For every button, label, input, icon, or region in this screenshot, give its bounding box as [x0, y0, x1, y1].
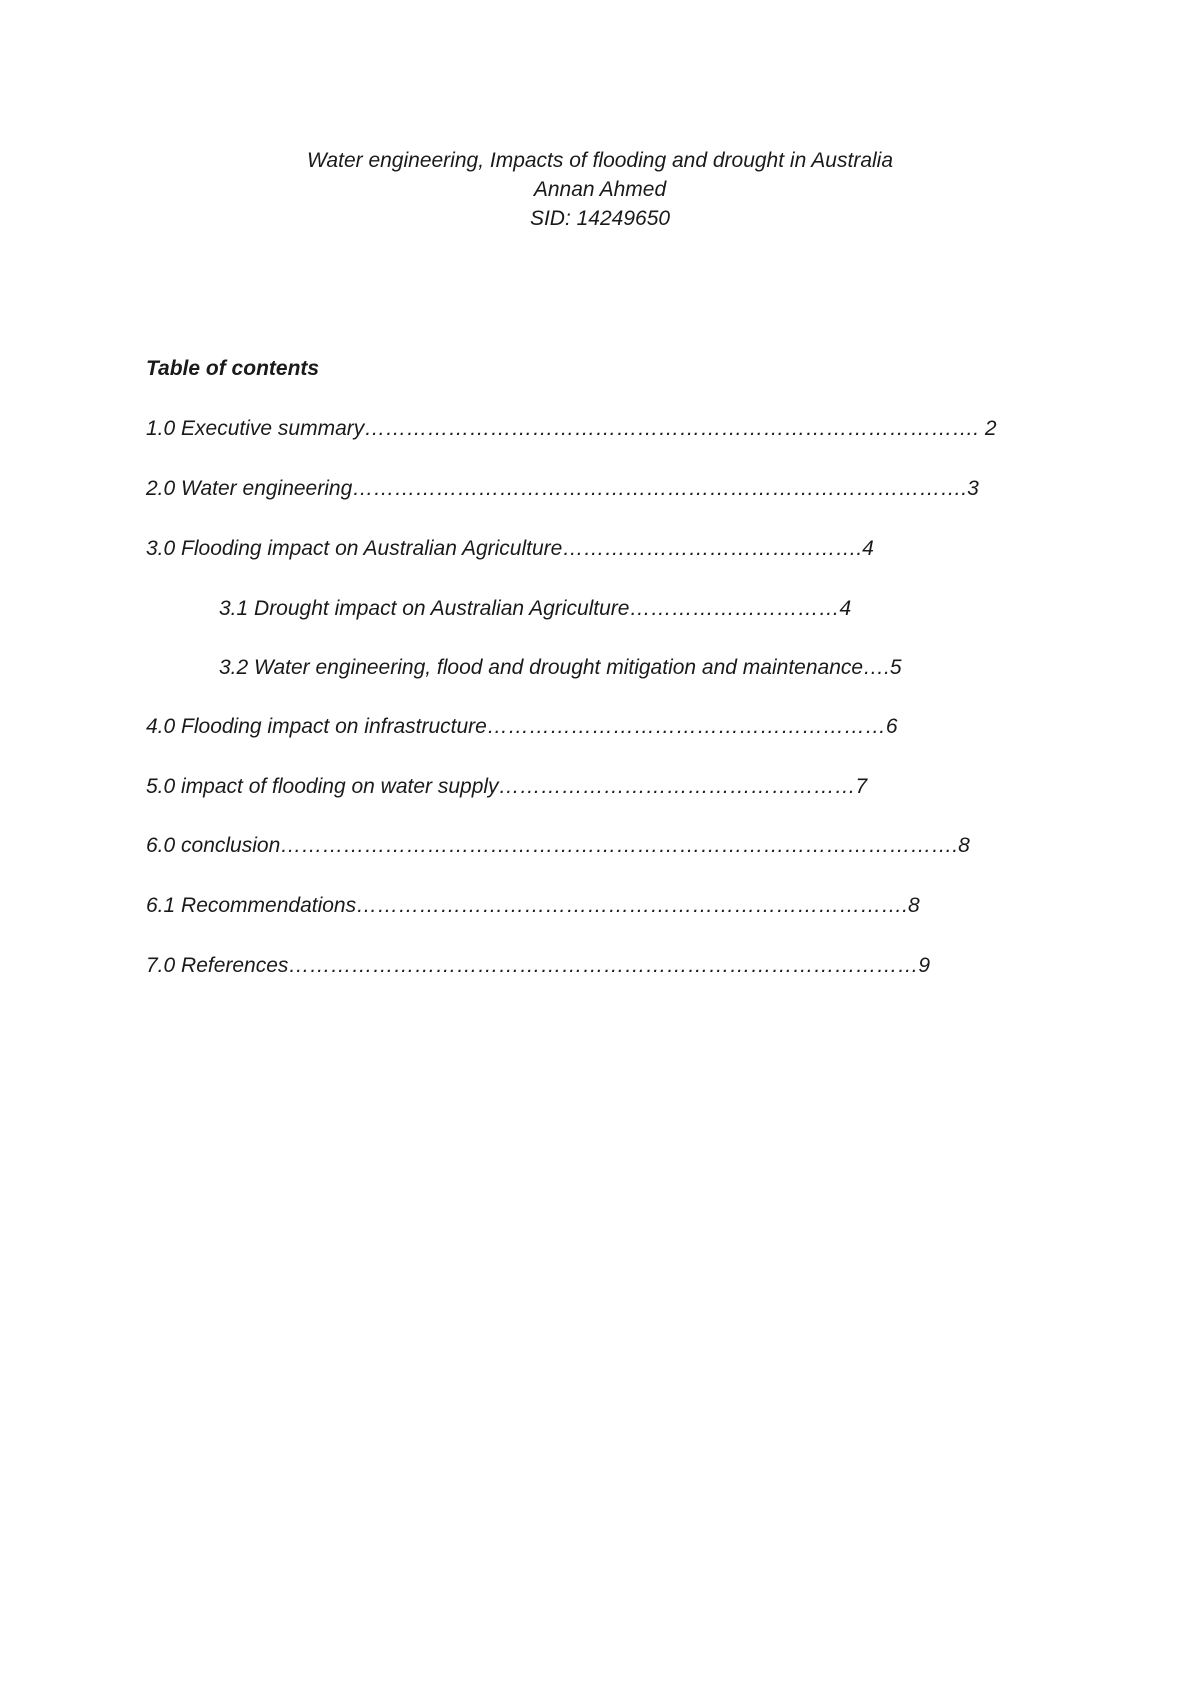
toc-entry-flooding-infrastructure [146, 713, 898, 741]
toc-entry-text: 1.0 Executive summary……………………………………………………………………………. 2 [146, 417, 997, 440]
toc-entry-drought-agriculture [219, 595, 851, 623]
document-title: Water engineering, Impacts of flooding and drought in Australia [306, 149, 894, 172]
document-author: Annan Ahmed [533, 178, 667, 201]
toc-entry-text: 6.0 conclusion…………………………………………………………………………………….8 [146, 834, 970, 857]
toc-entry-text: 3.0 Flooding impact on Australian Agriculture…………………………………….4 [146, 537, 874, 560]
toc-entry-references [146, 952, 930, 980]
toc-entry-text: 3.2 Water engineering, flood and drought mitigation and maintenance….5 [219, 656, 902, 679]
toc-entry-flooding-agriculture [146, 535, 874, 563]
toc-entry-text: 3.1 Drought impact on Australian Agriculture…………………………4 [219, 597, 852, 620]
toc-entry-text: 2.0 Water engineering…………………………………………………………………………….3 [146, 477, 979, 500]
toc-heading: Table of contents [146, 357, 320, 380]
toc-entry-flooding-water-supply [146, 773, 867, 801]
toc-entry-text: 7.0 References………………………………………………………………………………9 [146, 954, 931, 977]
toc-entry-text: 4.0 Flooding impact on infrastructure…………………………………………………6 [146, 715, 898, 738]
toc-entry-water-engineering [146, 475, 979, 503]
toc-entry-mitigation-maintenance [219, 654, 902, 682]
toc-entry-recommendations [146, 892, 920, 920]
student-id: SID: 14249650 [529, 207, 671, 230]
toc-entry-text: 6.1 Recommendations…………………………………………………………………….8 [146, 894, 920, 917]
toc-entry-text: 5.0 impact of flooding on water supply……………………………………………7 [146, 775, 868, 798]
toc-entry-executive-summary [146, 415, 997, 443]
toc-entry-conclusion [146, 832, 970, 860]
